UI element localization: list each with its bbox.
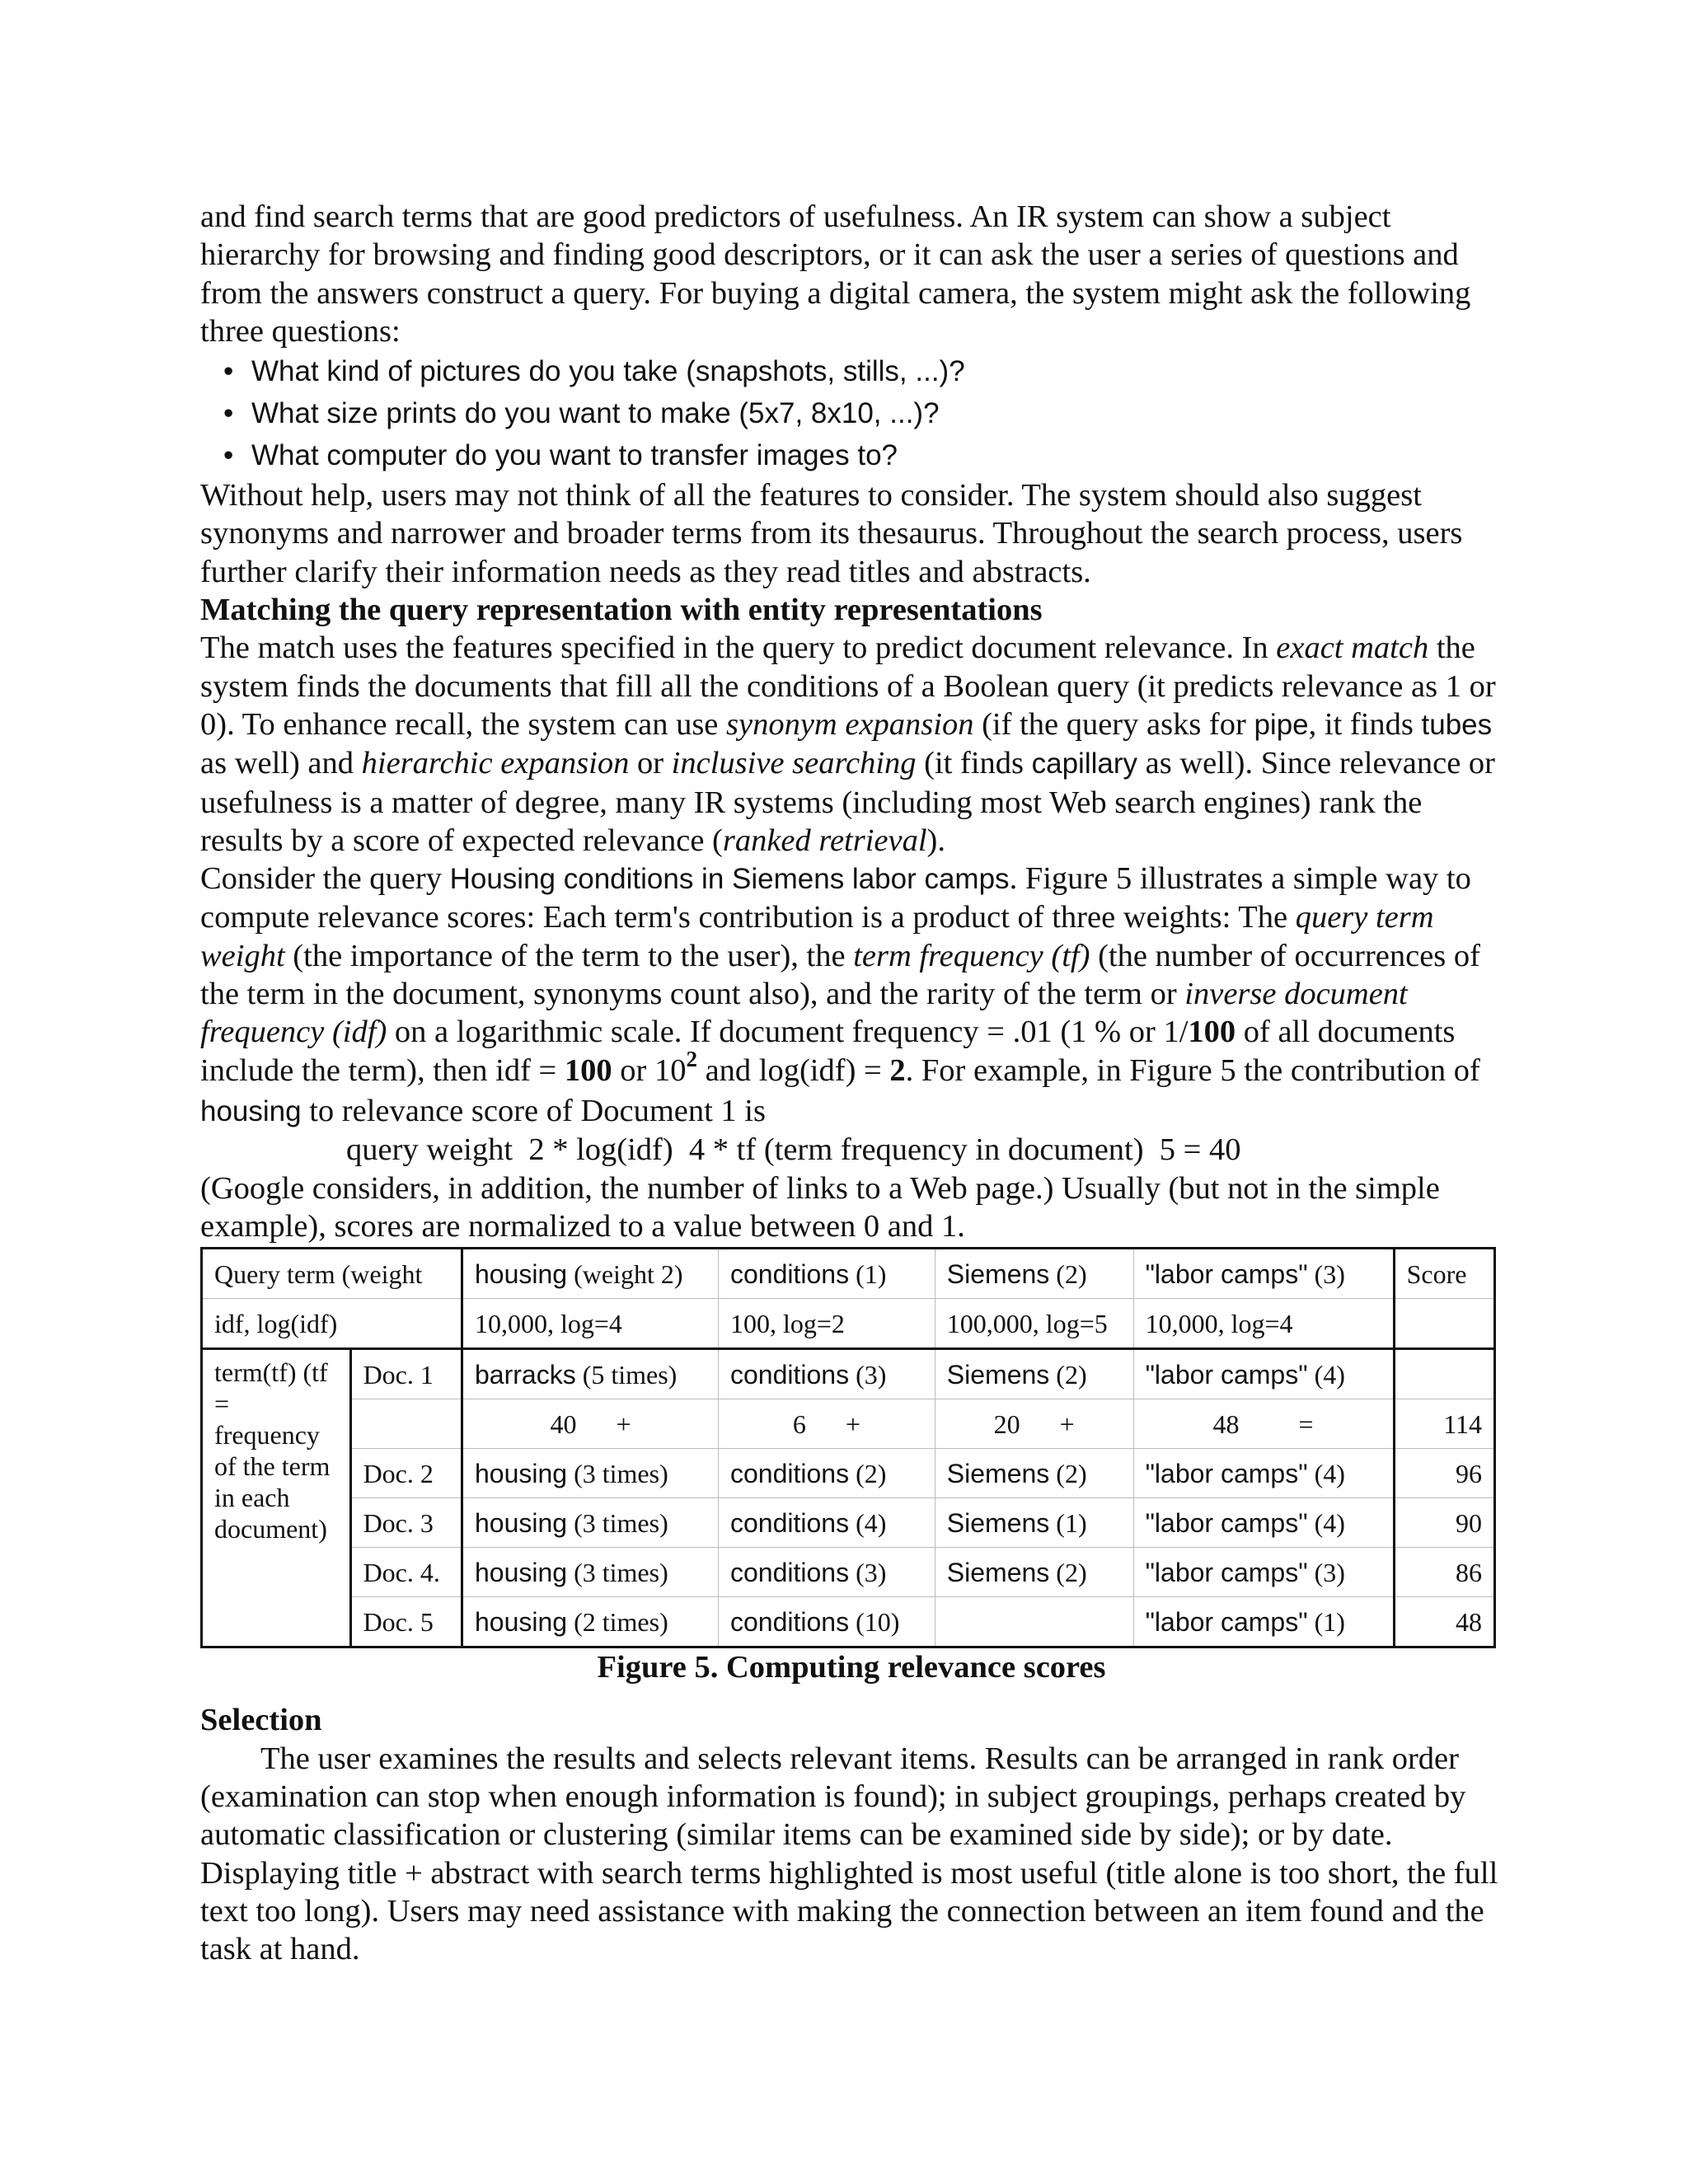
idf-labor-camps: 10,000, log=4 [1133, 1299, 1394, 1349]
cell-labor-camps: "labor camps" (4) [1133, 1349, 1394, 1399]
idf-conditions: 100, log=2 [718, 1299, 935, 1349]
cell-score: 90 [1394, 1498, 1494, 1548]
bullet-icon: • [223, 397, 234, 430]
table-row [202, 1498, 1495, 1548]
cell-score [1394, 1349, 1494, 1399]
cell-siemens: Siemens (2) [935, 1548, 1133, 1597]
doc-label: Doc. 5 [350, 1597, 462, 1647]
cell-housing: barracks (5 times) [462, 1349, 718, 1399]
list-item: • What kind of pictures do you take (snapshots, stills, ...)? [223, 350, 1503, 392]
section-heading-matching: Matching the query representation with entity representations [200, 593, 1043, 628]
cell-conditions: conditions (3) [718, 1349, 935, 1399]
cell-labor-camps: "labor camps" (3) [1133, 1548, 1394, 1597]
header-labor-camps: "labor camps" (3) [1133, 1249, 1394, 1299]
calc-housing: 40 + [462, 1399, 718, 1449]
header-query-term: Query term (weight [202, 1249, 462, 1299]
idf-housing: 10,000, log=4 [462, 1299, 718, 1349]
tf-label: term(tf) (tf = frequency of the term in each document) [202, 1349, 351, 1647]
table-row [202, 1349, 1495, 1399]
table-row [202, 1449, 1495, 1498]
cell-housing: housing (3 times) [462, 1498, 718, 1548]
idf-score [1394, 1299, 1494, 1349]
paragraph-query-example: Consider the query Housing conditions in Siemens labor camps. Figure 5 illustrates a simple way to compute relevance scores: Each term's contribution is a product of three weights: The query term weight (the importance of the term to the user), the term frequency (tf) (the number of occurrences of the term in the document, synonyms count also), and the rarity of the term or inverse document frequency (idf) on a logarithmic scale. If document frequency = .01 (1 % or 1/100 of all documents include the term), then idf = 100 or $10^2$ and log(idf) = 2. For example, in Figure 5 the contribution of housing to relevance score of Document 1 is [200, 861, 1480, 1128]
table-header-row [202, 1249, 1495, 1299]
bullet-icon: • [223, 439, 234, 472]
doc-label: Doc. 1 [350, 1349, 462, 1399]
table-row-idf [202, 1299, 1495, 1349]
doc-label: Doc. 2 [350, 1449, 462, 1498]
calc-labor-camps: 48 = [1133, 1399, 1394, 1449]
paragraph-intro: and find search terms that are good predictors of usefulness. An IR system can show a subject hierarchy for browsing and finding good descriptors, or it can ask the user a series of questions and from the answers construct a query. For buying a digital camera, the system might ask the following three questions: [200, 199, 1471, 349]
idf-label: idf, log(idf) [202, 1299, 462, 1349]
calc-siemens: 20 + [935, 1399, 1133, 1449]
cell-housing: housing (3 times) [462, 1548, 718, 1597]
cell-labor-camps: "labor camps" (4) [1133, 1449, 1394, 1498]
cell-housing: housing (2 times) [462, 1597, 718, 1647]
paragraph-match: The match uses the features specified in the query to predict document relevance. In exact match the system finds the documents that fill all the conditions of a Boolean query (it predicts relevance as 1 or 0). To enhance recall, the system can use synonym expansion (if the query asks for pipe, it finds tubes as well) and hierarchic expansion or inclusive searching (it finds capillary as well). Since relevance or usefulness is a matter of degree, many IR systems (including most Web search engines) rank the results by a score of expected relevance (ranked retrieval). [200, 630, 1496, 858]
cell-score: 114 [1394, 1399, 1494, 1449]
bullet-icon: • [223, 355, 234, 388]
cell-score: 86 [1394, 1548, 1494, 1597]
section-heading-selection: Selection [200, 1703, 322, 1738]
paragraph-selection: The user examines the results and selects relevant items. Results can be arranged in rank order (examination can stop when enough information is found); in subject groupings, perhaps created by automatic classification or clustering (similar items can be examined side by side); or by date. Displaying title + abstract with search terms highlighted is most useful (title alone is too short, the full text too long). Users may need assistance with making the connection between an item found and the task at hand. [200, 1741, 1498, 1967]
header-conditions: conditions (1) [718, 1249, 935, 1299]
doc-label: Doc. 3 [350, 1498, 462, 1548]
cell-siemens: Siemens (2) [935, 1449, 1133, 1498]
document-page [200, 198, 1503, 1969]
cell-conditions: conditions (10) [718, 1597, 935, 1647]
header-siemens: Siemens (2) [935, 1249, 1133, 1299]
idf-siemens: 100,000, log=5 [935, 1299, 1133, 1349]
cell-siemens [935, 1597, 1133, 1647]
list-item: • What computer do you want to transfer images to? [223, 434, 1503, 476]
paragraph-help: Without help, users may not think of all the features to consider. The system should also suggest synonyms and narrower and broader terms from its thesaurus. Throughout the search process, users further clarify their information needs as they read titles and abstracts. [200, 478, 1463, 589]
cell-conditions: conditions (4) [718, 1498, 935, 1548]
doc-label: Doc. 4. [350, 1548, 462, 1597]
doc-label [350, 1399, 462, 1449]
table-row [202, 1597, 1495, 1647]
formula-line: query weight 2 * log(idf) 4 * tf (term frequency in document) 5 = 40 [346, 1132, 1241, 1168]
paragraph-google: (Google considers, in addition, the number of links to a Web page.) Usually (but not in the simple example), scores are normalized to a value between 0 and 1. [200, 1170, 1440, 1244]
table-row-calc [202, 1399, 1495, 1449]
cell-siemens: Siemens (2) [935, 1349, 1133, 1399]
cell-conditions: conditions (2) [718, 1449, 935, 1498]
table-row [202, 1548, 1495, 1597]
calc-conditions: 6 + [718, 1399, 935, 1449]
figure-caption: Figure 5. Computing relevance scores [597, 1650, 1106, 1685]
cell-conditions: conditions (3) [718, 1548, 935, 1597]
cell-housing: housing (3 times) [462, 1449, 718, 1498]
cell-siemens: Siemens (1) [935, 1498, 1133, 1548]
header-score: Score [1394, 1249, 1494, 1299]
header-housing: housing (weight 2) [462, 1249, 718, 1299]
relevance-table [200, 1247, 1496, 1648]
cell-score: 48 [1394, 1597, 1494, 1647]
cell-labor-camps: "labor camps" (4) [1133, 1498, 1394, 1548]
cell-labor-camps: "labor camps" (1) [1133, 1597, 1394, 1647]
cell-score: 96 [1394, 1449, 1494, 1498]
list-item: • What size prints do you want to make (5x7, 8x10, ...)? [223, 392, 1503, 434]
question-list [200, 350, 1503, 476]
